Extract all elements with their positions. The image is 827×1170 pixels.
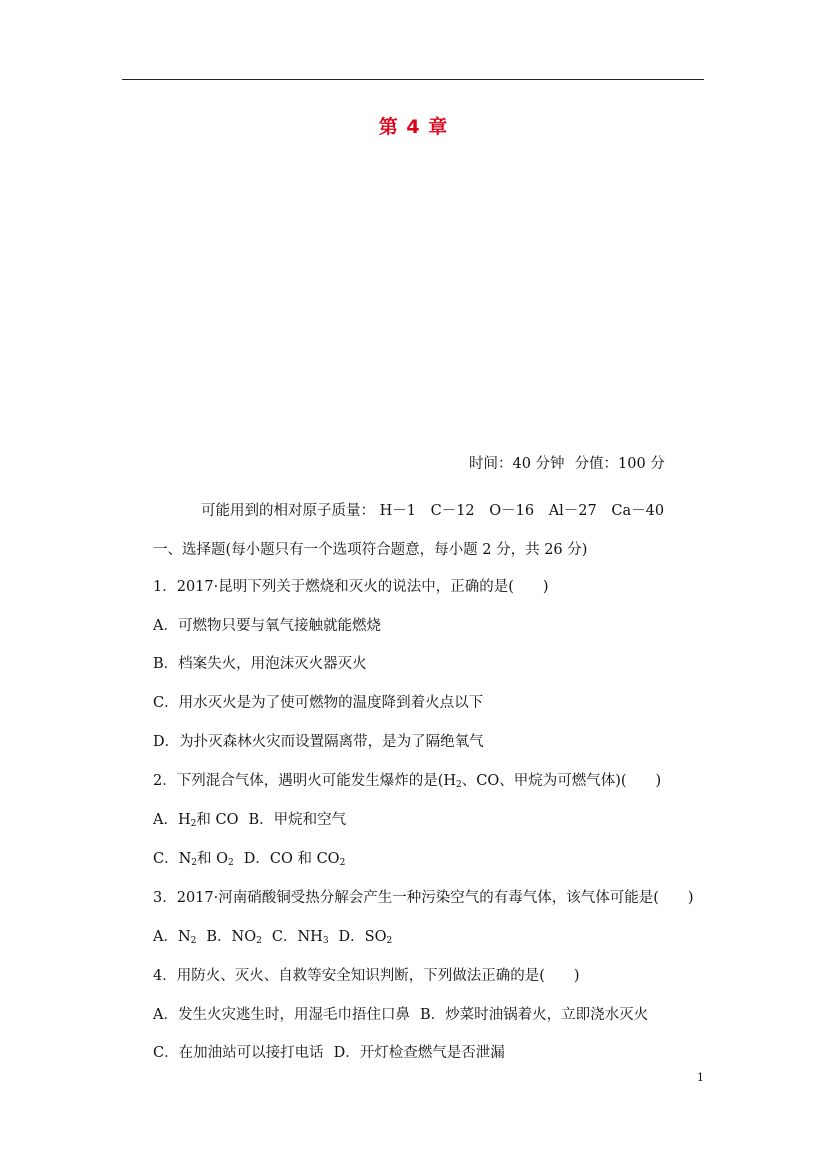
question-1-option-b: B．档案失火，用泡沫灭火器灭火	[153, 656, 367, 672]
question-3-option-d: D．$SO_2$	[338, 929, 393, 946]
question-1-option-c: C．用水灭火是为了使可燃物的温度降到着火点以下	[153, 695, 484, 711]
exam-meta	[469, 452, 665, 473]
question-3-option-c: C．$NH_3$	[271, 929, 329, 946]
question-2-option-d: D．CO 和 $CO_2$	[243, 851, 346, 868]
page-number: 1	[697, 1071, 704, 1084]
question-4-option-a: A．发生火灾逃生时，用湿毛巾捂住口鼻	[153, 1007, 410, 1023]
question-4-option-d: D．开灯检查燃气是否泄漏	[333, 1045, 505, 1061]
question-2-option-c: C．$N_2$和 $O_2$	[153, 851, 234, 868]
question-1-option-a: A．可燃物只要与氧气接触就能燃烧	[153, 618, 381, 634]
question-2-options-row2	[153, 849, 345, 873]
question-1-option-d: D．为扑灭森林火灾而设置隔离带，是为了隔绝氧气	[153, 734, 484, 750]
header-rule	[122, 79, 704, 80]
time-label: 时间：40 分钟	[469, 456, 565, 472]
atomic-mass-al: Al－27	[548, 503, 597, 519]
question-4-options-row1	[153, 1005, 648, 1025]
question-3-option-a: A．$N_2$	[153, 929, 197, 946]
question-4-option-b: B．炒菜时油锅着火，立即浇水灭火	[419, 1007, 649, 1023]
question-3-stem: 3．2017·河南硝酸铜受热分解会产生一种污染空气的有毒气体，该气体可能是( )	[153, 890, 694, 906]
question-2-option-b: B．甲烷和空气	[248, 812, 347, 828]
question-2-stem: 2．下列混合气体，遇明火可能发生爆炸的是($H_2$、CO、甲烷为可燃气体)( )	[153, 773, 662, 790]
score-label: 分值：100 分	[574, 456, 665, 472]
atomic-mass-ca: Ca－40	[611, 503, 665, 519]
atomic-mass-h: H－1	[379, 503, 416, 519]
atomic-mass-o: O－16	[489, 503, 535, 519]
atomic-mass-c: C－12	[430, 503, 475, 519]
question-3-option-b: B．$NO_2$	[206, 929, 262, 946]
question-4-options-row2	[153, 1043, 505, 1063]
question-1-stem: 1．2017·昆明下列关于燃烧和灭火的说法中，正确的是( )	[153, 579, 549, 595]
atomic-masses	[201, 499, 664, 520]
question-4-option-c: C．在加油站可以接打电话	[153, 1045, 324, 1061]
question-3-options	[153, 927, 392, 951]
atomic-masses-label: 可能用到的相对原子质量：	[201, 503, 375, 519]
section-heading: 一、选择题(每小题只有一个选项符合题意，每小题 2 分，共 26 分)	[153, 542, 588, 558]
question-4-stem: 4．用防火、灭火、自救等安全知识判断，下列做法正确的是( )	[153, 968, 580, 984]
chapter-title: 第 4 章	[378, 116, 449, 138]
question-2-option-a: A．$H_2$和 CO	[153, 812, 239, 829]
question-2-options-row1	[153, 810, 346, 834]
